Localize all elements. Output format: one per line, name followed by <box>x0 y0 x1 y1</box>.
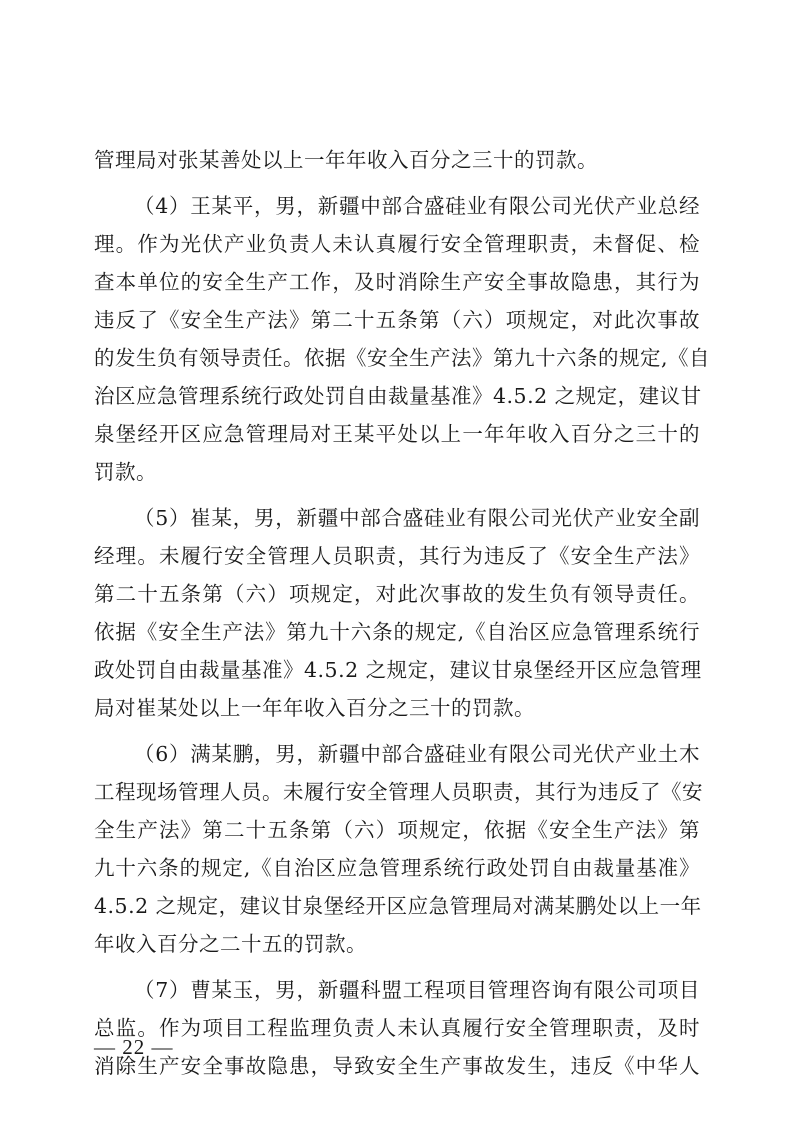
text-line: 查本单位的安全生产工作，及时消除生产安全事故隐患，其行为 <box>94 270 700 294</box>
text-line: 九十六条的规定,《自治区应急管理系统行政处罚自由裁量基准》 <box>94 856 700 880</box>
text-line: 政处罚自由裁量基准》4.5.2 之规定，建议甘泉堡经开区应急管理 <box>94 658 702 682</box>
page-number: — 22 — <box>94 1035 174 1059</box>
paragraph-5 <box>94 971 700 1085</box>
text-line: 工程现场管理人员。未履行安全管理人员职责，其行为违反了《安 <box>94 780 703 804</box>
text-line: 第二十五条第（六）项规定，对此次事故的发生负有领导责任。 <box>94 582 700 606</box>
text-line: （4）王某平，男，新疆中部合盛硅业有限公司光伏产业总经 <box>134 194 700 218</box>
document-body <box>94 141 711 1085</box>
text-line: 违反了《安全生产法》第二十五条第（六）项规定，对此次事故 <box>94 308 700 332</box>
text-line: 局对崔某处以上一年年收入百分之三十的罚款。 <box>94 696 535 720</box>
text-line: 的发生负有领导责任。依据《安全生产法》第九十六条的规定,《自 <box>94 346 711 370</box>
text-line: 4.5.2 之规定，建议甘泉堡经开区应急管理局对满某鹏处以上一年 <box>94 894 702 918</box>
text-line: 经理。未履行安全管理人员职责，其行为违反了《安全生产法》 <box>94 544 700 568</box>
text-line: （7）曹某玉，男，新疆科盟工程项目管理咨询有限公司项目 <box>134 978 700 1002</box>
text-line: 全生产法》第二十五条第（六）项规定，依据《安全生产法》第 <box>94 818 700 842</box>
text-line: 依据《安全生产法》第九十六条的规定,《自治区应急管理系统行 <box>94 620 700 644</box>
text-line: （6）满某鹏，男，新疆中部合盛硅业有限公司光伏产业土木 <box>134 742 700 766</box>
paragraph-2 <box>94 187 711 491</box>
paragraph-1 <box>94 141 700 179</box>
paragraph-3 <box>94 499 700 727</box>
paragraph-4 <box>94 735 703 963</box>
text-line: 年收入百分之二十五的罚款。 <box>94 932 367 956</box>
text-line: （5）崔某，男，新疆中部合盛硅业有限公司光伏产业安全副 <box>134 506 700 530</box>
text-line: 罚款。 <box>94 460 157 484</box>
text-line: 总监。作为项目工程监理负责人未认真履行安全管理职责，及时 <box>94 1016 700 1040</box>
text-line: 理。作为光伏产业负责人未认真履行安全管理职责，未督促、检 <box>94 232 700 256</box>
text-line: 泉堡经开区应急管理局对王某平处以上一年年收入百分之三十的 <box>94 422 700 446</box>
text-line: 治区应急管理系统行政处罚自由裁量基准》4.5.2 之规定，建议甘 <box>94 384 702 408</box>
text-line: 消除生产安全事故隐患，导致安全生产事故发生，违反《中华人 <box>94 1054 700 1078</box>
text-line: 管理局对张某善处以上一年年收入百分之三十的罚款。 <box>94 148 598 172</box>
